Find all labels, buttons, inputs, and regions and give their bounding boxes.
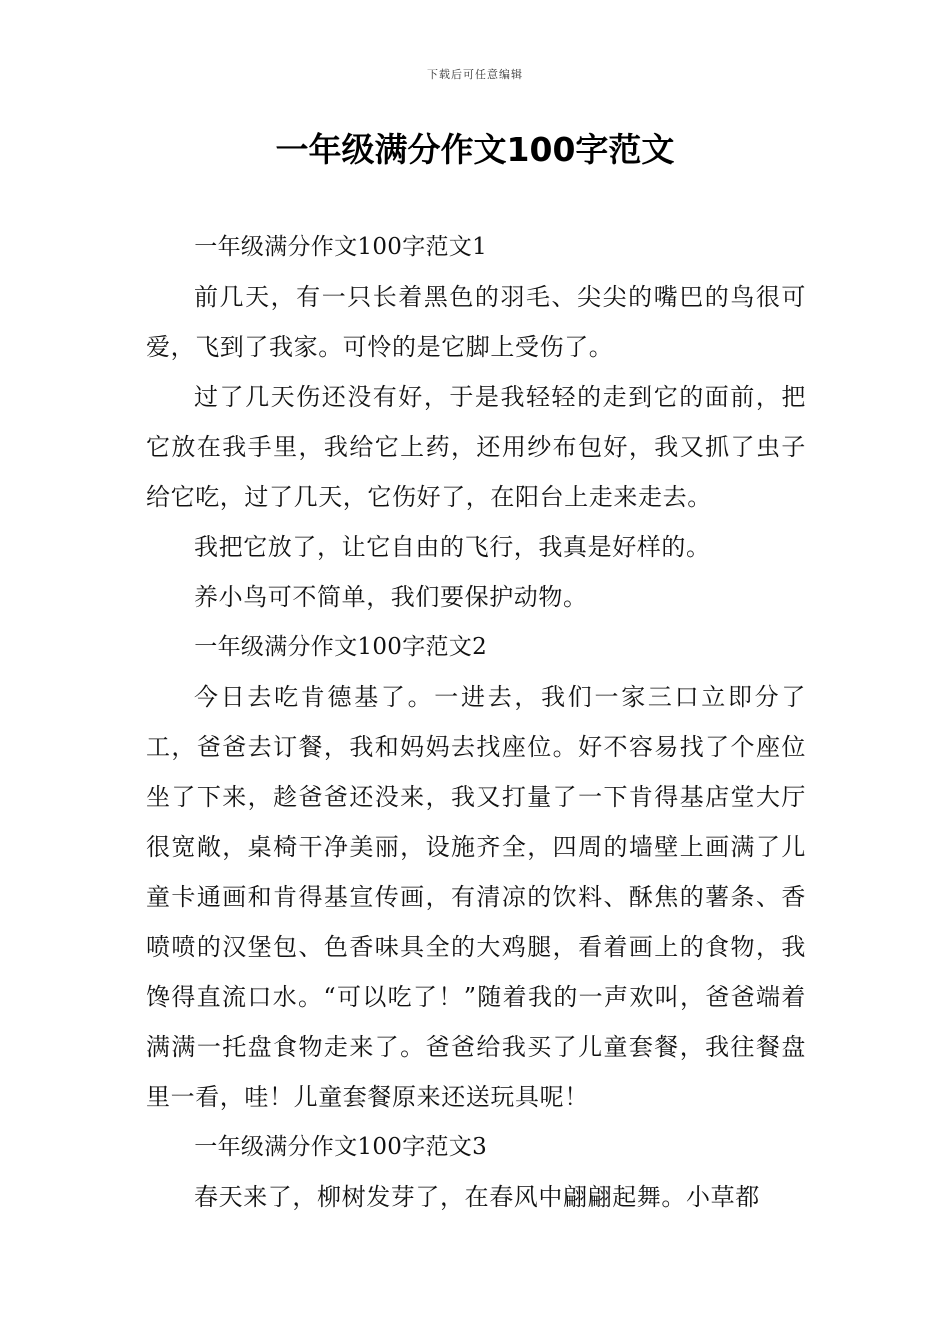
paragraph: 今日去吃肯德基了。一进去，我们一家三口立即分了工，爸爸去订餐，我和妈妈去找座位。好不容易找了个座位坐了下来，趁爸爸还没来，我又打量了一下肯得基店堂大厅很宽敞，桌椅干净美丽，设施齐全，四周的墙壁上画满了儿童卡通画和肯得基宣传画，有清凉的饮料、酥焦的薯条、香喷喷的汉堡包、色香味具全的大鸡腿，看着画上的食物，我馋得直流口水。“可以吃了！”随着我的一声欢叫，爸爸端着满满一托盘食物走来了。爸爸给我买了儿童套餐，我往餐盘里一看，哇！儿童套餐原来还送玩具呢！	[146, 683, 806, 1111]
paragraph: 前几天，有一只长着黑色的羽毛、尖尖的嘴巴的鸟很可爱，飞到了我家。可怜的是它脚上受伤了。	[146, 283, 806, 361]
paragraph: 养小鸟可不简单，我们要保护动物。	[194, 583, 588, 611]
document-title: 一年级满分作文100字范文	[275, 130, 675, 169]
paragraph: 春天来了，柳树发芽了，在春风中翩翩起舞。小草都	[194, 1183, 760, 1211]
paragraph: 过了几天伤还没有好，于是我轻轻的走到它的面前，把它放在我手里，我给它上药，还用纱布包好，我又抓了虫子给它吃，过了几天，它伤好了，在阳台上走来走去。	[146, 383, 806, 511]
section-heading-2: 一年级满分作文100字范文2	[194, 634, 488, 660]
document-body	[146, 222, 806, 1222]
paragraph: 我把它放了，让它自由的飞行，我真是好样的。	[194, 533, 711, 561]
header-note: 下载后可任意编辑	[427, 68, 523, 81]
section-heading-1: 一年级满分作文100字范文1	[194, 234, 488, 260]
section-heading-3: 一年级满分作文100字范文3	[194, 1134, 488, 1160]
